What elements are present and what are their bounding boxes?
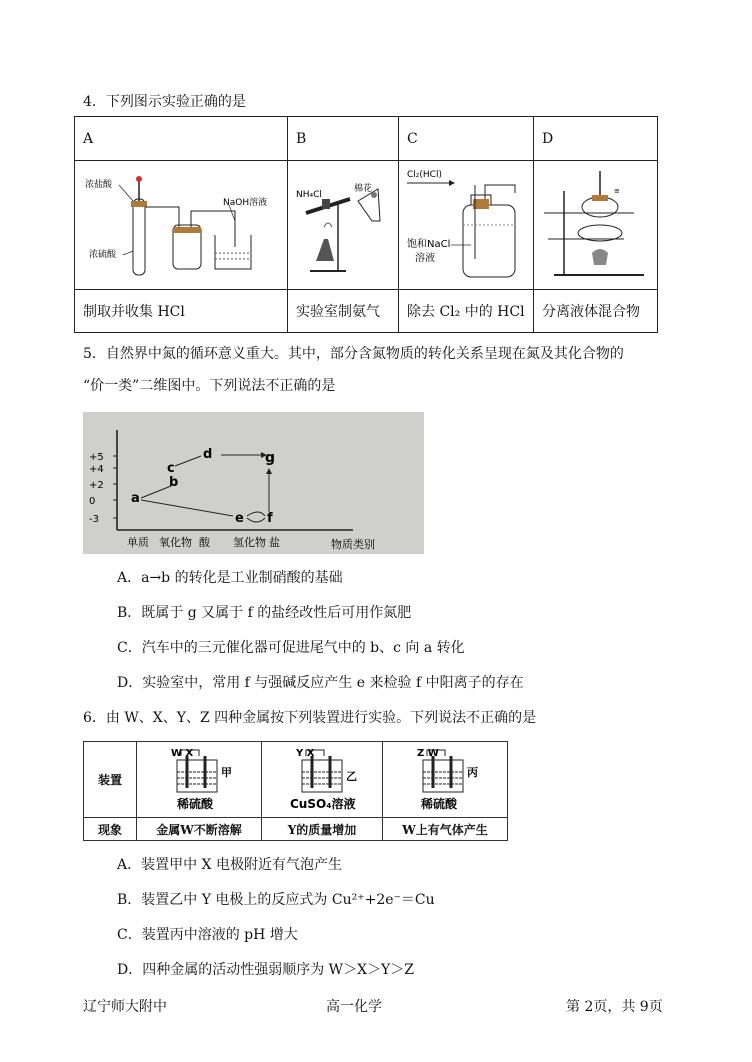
footer-school: 辽宁师大附中 <box>83 999 167 1015</box>
q4-caption-a: 制取并收集 HCl <box>75 290 288 333</box>
point-f: f <box>267 511 273 526</box>
q5-stem-line2: “价一类”二维图中。下列说法不正确的是 <box>83 378 336 394</box>
point-e: e <box>235 511 244 526</box>
x-category-label: 盐 <box>269 536 280 549</box>
q4-apparatus-c <box>399 161 534 290</box>
point-a: a <box>131 491 140 506</box>
q6-setup-cell <box>383 742 508 818</box>
q6-setup-cell <box>262 742 383 818</box>
label-solution: 溶液 <box>415 253 435 264</box>
chart-x-axis-title: 物质类别 <box>331 538 375 551</box>
y-tick-label: +5 <box>89 452 104 463</box>
q6-table <box>83 741 508 841</box>
label-cotton: 棉花 <box>354 184 373 194</box>
point-g: g <box>265 450 276 466</box>
footer-page: 第 2页，共 9页 <box>566 999 663 1015</box>
nitrogen-valence-class-chart <box>83 412 424 554</box>
q4-header-a: A <box>75 117 288 161</box>
cell-bing-figure <box>383 742 507 814</box>
q6-phenomenon-yi: Y的质量增加 <box>262 818 383 841</box>
x-category-label: 氧化物 <box>159 536 192 549</box>
q4-apparatus-b <box>288 161 399 290</box>
cell-yi-figure <box>262 742 382 814</box>
q6-row-label-setup: 装置 <box>84 742 137 818</box>
q5-option-d: D．实验室中，常用 f 与强碱反应产生 e 来检验 f 中阳离子的存在 <box>117 675 524 691</box>
ammonia-apparatus-figure <box>288 161 398 285</box>
cell-jia-electrodes: W X <box>171 748 194 759</box>
cell-yi-electrodes: Y X <box>296 748 315 759</box>
q4-table <box>74 116 658 333</box>
q4-apparatus-a <box>75 161 288 290</box>
q5-option-b: B．既属于 g 又属于 f 的盐经改性后可用作氮肥 <box>117 605 412 621</box>
cell-jia-figure <box>137 742 261 814</box>
y-tick-label: +4 <box>89 464 104 475</box>
footer-subject: 高一化学 <box>326 999 382 1015</box>
q6-stem: 6．由 W、X、Y、Z 四种金属按下列装置进行实验。下列说法不正确的是 <box>83 710 537 726</box>
q6-option-a: A．装置甲中 X 电极附近有气泡产生 <box>117 857 342 873</box>
cl2-purification-figure <box>399 161 533 285</box>
q4-apparatus-d <box>534 161 658 290</box>
x-category-label: 单质 <box>127 536 149 549</box>
q6-phenomenon-bing: W上有气体产生 <box>383 818 508 841</box>
q4-caption-c: 除去 Cl₂ 中的 HCl <box>399 290 534 333</box>
point-c: c <box>167 461 175 476</box>
cell-yi-solution: CuSO₄溶液 <box>290 797 356 811</box>
cell-bing-solution: 稀硫酸 <box>421 797 458 811</box>
separation-funnel-figure <box>534 161 657 285</box>
q4-header-d: D <box>534 117 658 161</box>
q4-header-c: C <box>399 117 534 161</box>
q4-caption-d: 分离液体混合物 <box>534 290 658 333</box>
q4-header-b: B <box>288 117 399 161</box>
cell-bing-electrodes: Z W <box>417 748 439 759</box>
label-conc-h2so4: 浓硫酸 <box>89 250 117 260</box>
y-tick-label: +2 <box>89 480 104 491</box>
hcl-apparatus-figure <box>75 161 287 285</box>
q4-caption-b: 实验室制氨气 <box>288 290 399 333</box>
q6-option-b: B．装置乙中 Y 电极上的反应式为 Cu²⁺+2e⁻＝Cu <box>117 892 435 908</box>
q5-option-c: C．汽车中的三元催化器可促进尾气中的 b、c 向 a 转化 <box>117 640 465 656</box>
q6-row-label-phenomenon: 现象 <box>84 818 137 841</box>
q6-option-d: D．四种金属的活动性强弱顺序为 W＞X＞Y＞Z <box>117 962 414 978</box>
label-conc-hcl: 浓盐酸 <box>85 180 113 190</box>
q5-option-a: A．a→b 的转化是工业制硝酸的基础 <box>117 570 343 586</box>
q6-phenomenon-jia: 金属W不断溶解 <box>137 818 262 841</box>
q5-stem-line1: 5．自然界中氮的循环意义重大。其中，部分含氮物质的转化关系呈现在氮及其化合物的 <box>83 346 624 362</box>
q6-option-c: C．装置丙中溶液的 pH 增大 <box>117 927 298 943</box>
q6-setup-cell <box>137 742 262 818</box>
y-tick-label: 0 <box>89 496 96 507</box>
cell-jia-name: 甲 <box>221 766 232 779</box>
cell-bing-name: 丙 <box>467 766 478 779</box>
x-category-label: 酸 <box>199 536 210 549</box>
label-sat-nacl: 饱和NaCl <box>407 239 451 250</box>
label-cl2-hcl: Cl₂(HCl) <box>407 170 442 180</box>
label-thermometer: ≡ <box>614 187 620 195</box>
q4-stem: 4．下列图示实验正确的是 <box>83 94 246 110</box>
label-nh4cl: NH₄Cl <box>296 190 322 200</box>
label-naoh: NaOH溶液 <box>223 198 268 208</box>
cell-yi-name: 乙 <box>346 770 357 783</box>
point-b: b <box>169 475 179 490</box>
y-tick-label: -3 <box>89 514 99 525</box>
cell-jia-solution: 稀硫酸 <box>177 797 214 811</box>
x-category-label: 氢化物 <box>233 536 266 549</box>
point-d: d <box>203 447 213 462</box>
